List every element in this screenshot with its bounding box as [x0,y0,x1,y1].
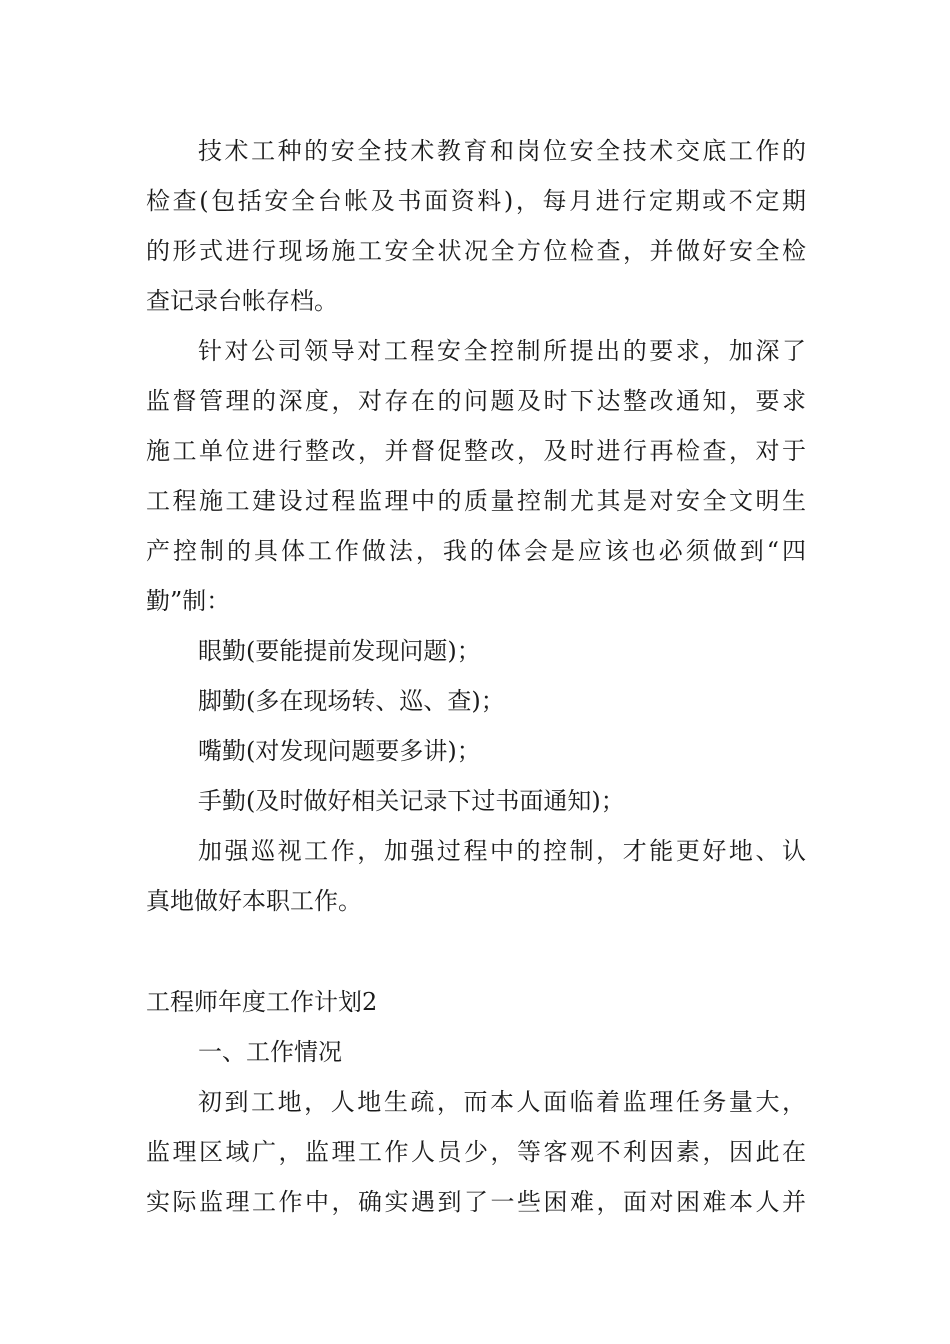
paragraph-2-line-6: 勤”制： [146,587,231,615]
paragraph-2-line-2: 监督管理的深度，对存在的问题及时下达整改通知，要求 [146,387,806,415]
paragraph-1-line-2: 检查(包括安全台帐及书面资料)，每月进行定期或不定期 [146,187,806,215]
paragraph-2-line-5: 产控制的具体工作做法，我的体会是应该也必须做到“四 [146,537,806,565]
paragraph-2-line-1: 针对公司领导对工程安全控制所提出的要求，加深了 [198,337,806,365]
paragraph-1-line-4: 查记录台帐存档。 [146,287,338,315]
paragraph-4-line-1: 初到工地，人地生疏，而本人面临着监理任务量大， [198,1088,806,1116]
paragraph-1-line-1: 技术工种的安全技术教育和岗位安全技术交底工作的 [198,137,806,165]
list-item-hand-diligence: 手勤(及时做好相关记录下过书面通知)； [198,787,625,815]
paragraph-2-line-3: 施工单位进行整改，并督促整改，及时进行再检查，对于 [146,437,806,465]
paragraph-2-line-4: 工程施工建设过程监理中的质量控制尤其是对安全文明生 [146,487,806,515]
list-item-mouth-diligence: 嘴勤(对发现问题要多讲)； [198,737,481,765]
list-item-foot-diligence: 脚勤(多在现场转、巡、查)； [198,687,505,715]
paragraph-4-line-2: 监理区域广，监理工作人员少，等客观不利因素，因此在 [146,1138,806,1166]
list-item-eye-diligence: 眼勤(要能提前发现问题)； [198,637,481,665]
paragraph-4-line-3: 实际监理工作中，确实遇到了一些困难，面对困难本人并 [146,1188,806,1216]
paragraph-1-line-3: 的形式进行现场施工安全状况全方位检查，并做好安全检 [146,237,806,265]
subsection-title: 一、工作情况 [198,1038,342,1066]
paragraph-3-line-1: 加强巡视工作，加强过程中的控制，才能更好地、认 [198,837,806,865]
paragraph-3-line-2: 真地做好本职工作。 [146,887,362,915]
section-title: 工程师年度工作计划2 [146,988,378,1016]
